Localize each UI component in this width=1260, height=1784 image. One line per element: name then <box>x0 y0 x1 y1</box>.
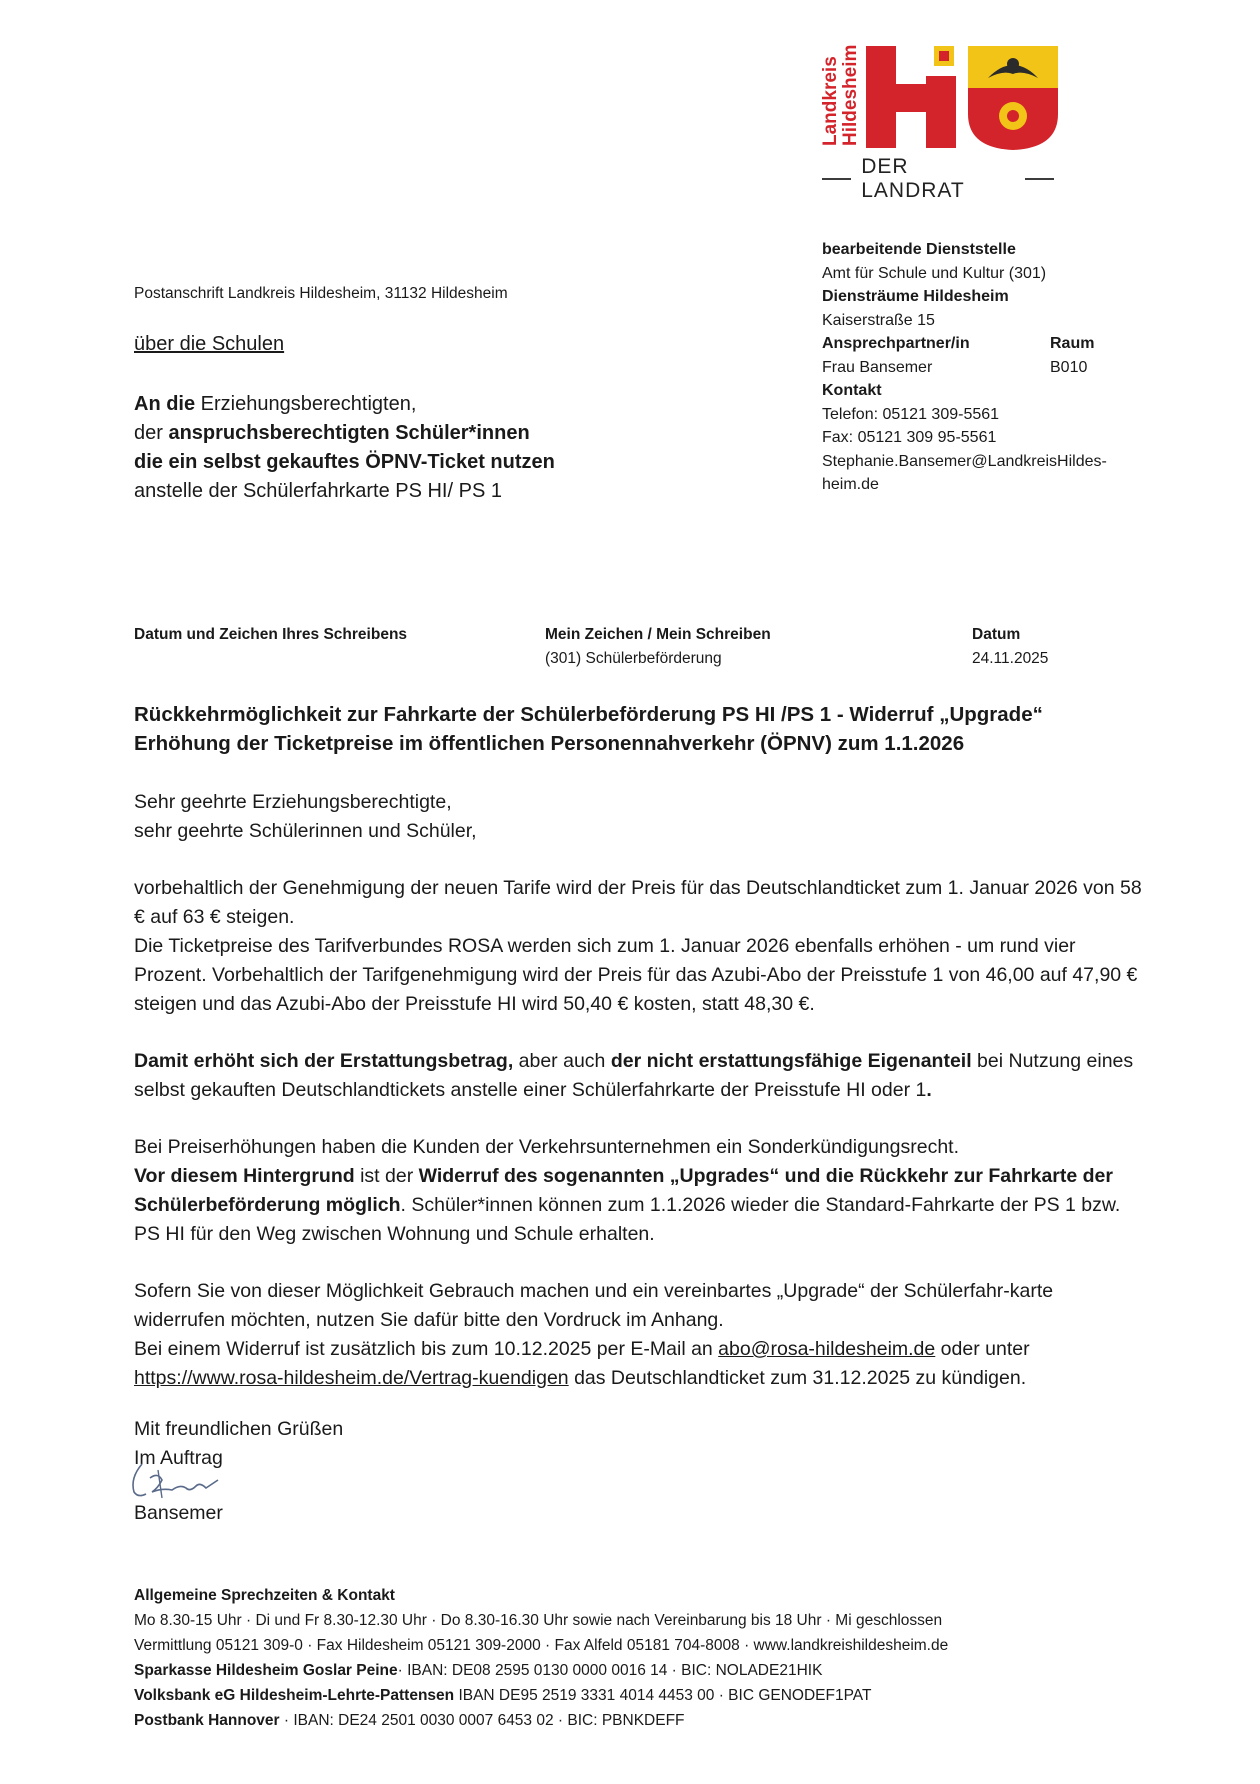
bank2-details: IBAN DE95 2519 3331 4014 4453 00 · BIC GENODEF1PAT <box>454 1687 872 1704</box>
p2-text1: aber auch <box>513 1050 611 1072</box>
letter-body <box>134 788 1144 1421</box>
bank1-name: Sparkasse Hildesheim Goslar Peine <box>134 1662 398 1679</box>
subject-line2: Erhöhung der Ticketpreise im öffentlichen Personennahverkehr (ÖPNV) zum 1.1.2026 <box>134 732 965 755</box>
ansprechpartner-name: Frau Bansemer <box>822 358 933 376</box>
postanschrift: Postanschrift Landkreis Hildesheim, 31132 Hildesheim <box>134 285 508 302</box>
p2-text2: bei Nutzung eines selbst gekauften Deutschlandtickets anstelle einer Schülerfahrkarte der Preisstufe HI oder 1 <box>134 1050 1134 1101</box>
paragraph-erstattung <box>134 1047 1144 1105</box>
mein-zeichen-value: (301) Schülerbeförderung <box>545 650 722 667</box>
p3-text1: Bei Preiserhöhungen haben die Kunden der Verkehrsunternehmen ein Sonderkündigungsrecht. <box>134 1136 959 1158</box>
dienst-adresse: Kaiserstraße 15 <box>822 311 935 329</box>
p4-text3: das Deutschlandticket zum 31.12.2025 zu kündigen. <box>568 1367 1027 1389</box>
amt-name: Amt für Schule und Kultur (301) <box>822 264 1047 282</box>
tagline-text: DER LANDRAT <box>861 155 965 202</box>
label-ansprechpartner: Ansprechpartner/in <box>822 335 970 352</box>
raum-value: B010 <box>1050 358 1088 376</box>
tagline-divider-right <box>1025 178 1054 180</box>
salutation-line2: sehr geehrte Schülerinnen und Schüler, <box>134 820 477 842</box>
datum-value: 24.11.2025 <box>972 650 1049 667</box>
bank3-details: · IBAN: DE24 2501 0030 0007 6453 02 · BIC: PBNKDEFF <box>279 1712 685 1729</box>
telefon: Telefon: 05121 309-5561 <box>822 405 1000 423</box>
footer <box>134 1583 1184 1733</box>
p2-bold2: der nicht erstattungsfähige Eigenanteil <box>610 1050 972 1072</box>
tagline-divider-left <box>822 178 851 180</box>
recipient-line2-bold: anspruchsberechtigten Schüler*innen <box>168 422 530 444</box>
signer-name: Bansemer <box>134 1502 223 1524</box>
handwritten-signature <box>128 1458 248 1508</box>
ref-mein-zeichen <box>545 623 771 671</box>
fax: Fax: 05121 309 95-5561 <box>822 429 997 446</box>
paragraph-price-increase <box>134 874 1144 1019</box>
email-line1: Stephanie.Bansemer@LandkreisHildes- <box>822 452 1107 470</box>
ref-ihr-schreiben <box>134 623 407 647</box>
label-kontakt: Kontakt <box>822 382 882 399</box>
kuendigen-link[interactable]: https://www.rosa-hildesheim.de/Vertrag-kuendigen <box>134 1367 569 1389</box>
dienststelle-block <box>822 238 1242 497</box>
logo-word-landkreis: Landkreis <box>820 56 841 146</box>
ref-datum <box>972 623 1048 671</box>
bank3-name: Postbank Hannover <box>134 1712 280 1729</box>
salutation <box>134 788 1144 846</box>
recipient-line3: die ein selbst gekauftes ÖPNV-Ticket nutzen <box>134 451 555 473</box>
footer-contact: Vermittlung 05121 309-0 · Fax Hildesheim 05121 309-2000 · Fax Alfeld 05181 704-8008 · www.landkreishildesheim.de <box>134 1637 949 1654</box>
p2-bold1: Damit erhöht sich der Erstattungsbetrag, <box>134 1050 514 1072</box>
subject-line1: Rückkehrmöglichkeit zur Fahrkarte der Schülerbeförderung PS HI /PS 1 - Widerruf „Upgrade“ <box>134 703 1043 726</box>
p4-text2: oder unter <box>935 1338 1030 1360</box>
ueber-die-schulen: über die Schulen <box>134 333 285 355</box>
p3-bold1: Vor diesem Hintergrund <box>134 1165 355 1187</box>
paragraph1a: vorbehaltlich der Genehmigung der neuen Tarife wird der Preis für das Deutschlandticket zum 1. Januar 2026 von 58 € auf 63 € steigen. <box>134 877 1142 928</box>
recipient-line2-pre: der <box>134 422 169 444</box>
p3-text2: ist der <box>354 1165 419 1187</box>
email-line2: heim.de <box>822 476 879 493</box>
label-bearbeitende-dienststelle: bearbeitende Dienststelle <box>822 241 1016 258</box>
label-mein-zeichen: Mein Zeichen / Mein Schreiben <box>545 626 771 643</box>
recipient-an-die: An die <box>134 393 196 415</box>
logo-word-hildesheim: Hildesheim <box>840 44 861 146</box>
paragraph-widerruf <box>134 1133 1144 1249</box>
p3-bold2: Widerruf des sogenannten „Upgrades“ und die Rückkehr zur Fahrkarte der Schülerbeförderung möglich <box>134 1165 1113 1216</box>
landrat-tagline <box>822 155 1054 202</box>
p4-text1: Bei einem Widerruf ist zusätzlich bis zum 10.12.2025 per E-Mail an <box>134 1338 719 1360</box>
label-ihr-schreiben: Datum und Zeichen Ihres Schreibens <box>134 626 408 643</box>
bank1-details: · IBAN: DE08 2595 0130 0000 0016 14 · BIC: NOLADE21HIK <box>397 1662 823 1679</box>
footer-hours: Mo 8.30-15 Uhr · Di und Fr 8.30-12.30 Uhr · Do 8.30-16.30 Uhr sowie nach Vereinbarung bis 18 Uhr · Mi geschlossen <box>134 1612 943 1629</box>
label-datum: Datum <box>972 626 1021 643</box>
label-raum: Raum <box>1050 335 1095 352</box>
recipient-line1-rest: Erziehungsberechtigten, <box>195 393 417 415</box>
recipient-line4: anstelle der Schülerfahrkarte PS HI/ PS 1 <box>134 480 502 502</box>
recipient-block <box>134 390 555 506</box>
bank2-name: Volksbank eG Hildesheim-Lehrte-Pattensen <box>134 1687 455 1704</box>
p2-bold3: . <box>926 1079 932 1101</box>
salutation-line1: Sehr geehrte Erziehungsberechtigte, <box>134 791 452 813</box>
paragraph-vordruck <box>134 1277 1144 1393</box>
closing-auftrag: Im Auftrag <box>134 1447 223 1469</box>
footer-title: Allgemeine Sprechzeiten & Kontakt <box>134 1587 395 1604</box>
p3-text3: . Schüler*innen können zum 1.1.2026 wieder die Standard-Fahrkarte der PS 1 bzw. PS HI für den Weg zwischen Wohnung und Schule erhalten. <box>134 1194 1121 1245</box>
closing-gruss: Mit freundlichen Grüßen <box>134 1418 344 1440</box>
p4-text-a: Sofern Sie von dieser Möglichkeit Gebrauch machen und ein vereinbartes „Upgrade“ der Schülerfahr-karte widerrufen möchten, nutzen Sie dafür bitte den Vordruck im Anhang. <box>134 1280 1054 1331</box>
subject <box>134 700 1144 758</box>
label-diensträume: Diensträume Hildesheim <box>822 288 1009 305</box>
paragraph1b: Die Ticketpreise des Tarifverbundes ROSA werden sich zum 1. Januar 2026 ebenfalls erhöhen - um rund vier Prozent. Vorbehaltlich der Tarifgenehmigung wird der Preis für das Azubi-Abo der Preisstufe 1 von 46,00 auf 47,90 € steigen und das Azubi-Abo der Preisstufe HI wird 50,40 € kosten, statt 48,30 €. <box>134 935 1138 1015</box>
email-link[interactable]: abo@rosa-hildesheim.de <box>718 1338 936 1360</box>
logo-wordmark <box>818 44 862 148</box>
